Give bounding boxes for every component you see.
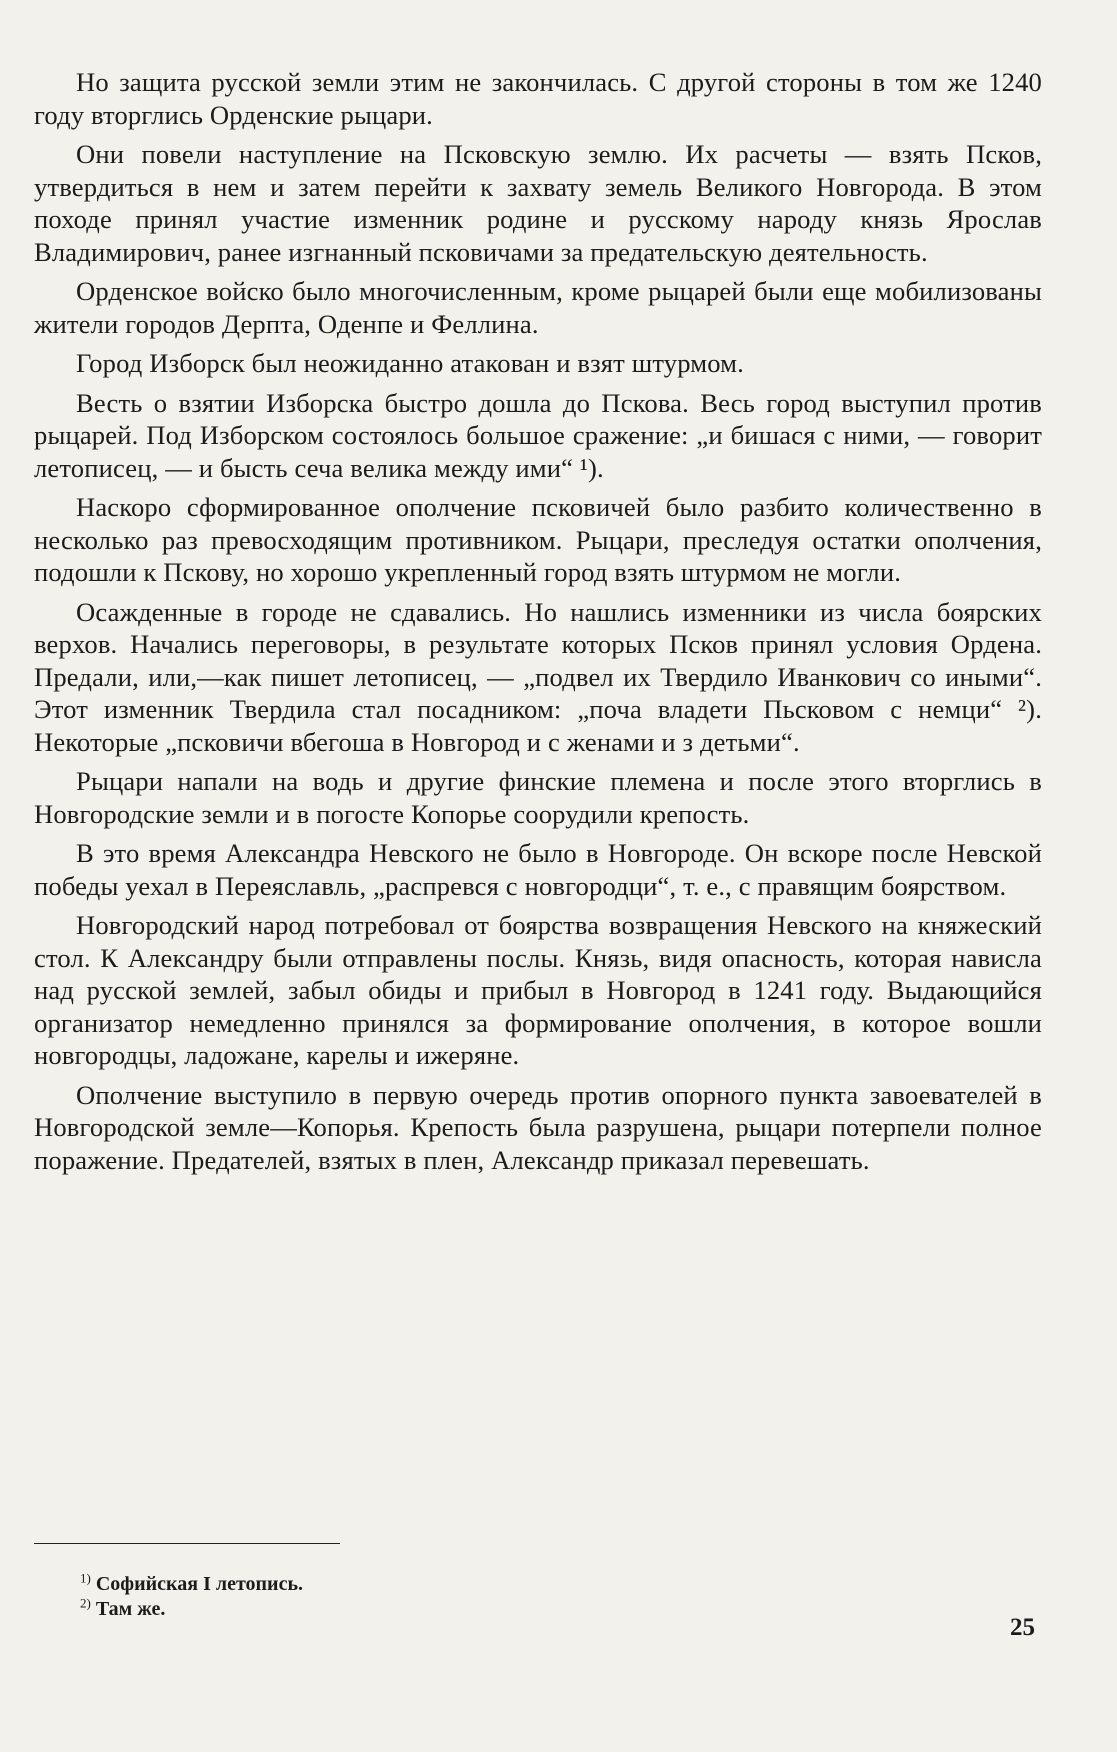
paragraph: Город Изборск был неожиданно атакован и взят штурмом. <box>76 348 744 378</box>
paragraph: Ополчение выступило в первую очередь против опорного пункта завоевателей в Новгородской земле—Копорья. Крепость была разрушена, рыцари потерпели полное поражение. Предателей, взятых в плен, Александр приказал перевешать. <box>34 1079 1042 1175</box>
paragraph: Рыцари напали на водь и другие финские племена и после этого вторглись в Новгородские земли и в погосте Копорье соорудили крепость. <box>34 766 1042 829</box>
paragraph: Наскоро сформированное ополчение псковичей было разбито количественно в несколько раз превосходящим противником. Рыцари, преследуя остатки ополчения, подошли к Пскову, но хорошо укрепленный город взять штурмом не могли. <box>34 492 1042 587</box>
footnotes <box>80 1572 303 1622</box>
paragraph: В это время Александра Невского не было в Новгороде. Он вскоре после Невской победы уехал в Переяславль, „распревся с новгородци“, т. е., с правящим боярством. <box>34 838 1042 901</box>
footnote <box>80 1597 303 1622</box>
footnote-text: Там же. <box>95 1598 166 1620</box>
page-number: 25 <box>1010 1614 1035 1641</box>
paragraph: Осажденные в городе не сдавались. Но нашлись изменники из числа боярских верхов. Начались переговоры, в результате которых Псков принял условия Ордена. Предали, или,—как пишет летописец, — „подвел их Твердило Иванкович со иными“. Этот изменник Твердила стал посадником: „поча владети Пьсковом с немци“ ²). Некоторые „псковичи вбегоша в Новгород и с женами и з детьми“. <box>34 596 1042 757</box>
main-text <box>34 66 1042 1183</box>
paragraph: Но защита русской земли этим не закончилась. С другой стороны в том же 1240 году вторглись Орденские рыцари. <box>34 67 1042 130</box>
paragraph: Они повели наступление на Псковскую землю. Их расчеты — взять Псков, утвердиться в нем и затем перейти к захвату земель Великого Новгорода. В этом походе принял участие изменник родине и русскому народу князь Ярослав Владимирович, ранее изгнанный псковичами за предательскую деятельность. <box>34 139 1042 267</box>
paragraph: Весть о взятии Изборска быстро дошла до Пскова. Весь город выступил против рыцарей. Под Изборском состоялось большое сражение: „и бишася с ними, — говорит летописец, — и бысть сеча велика между ими“ ¹). <box>34 387 1042 483</box>
paragraph: Новгородский народ потребовал от боярства возвращения Невского на княжеский стол. К Александру были отправлены послы. Князь, видя опасность, которая нависла над русской землей, забыл обиды и прибыл в Новгород в 1241 году. Выдающийся организатор немедленно принялся за формирование ополчения, в которое вошли новгородцы, ладожане, карелы и ижеряне. <box>34 910 1042 1070</box>
paragraph: Орденское войско было многочисленным, кроме рыцарей были еще мобилизованы жители городов Дерпта, Оденпе и Феллина. <box>34 276 1042 339</box>
footnote <box>80 1572 303 1597</box>
footnote-mark: 1) <box>80 1570 91 1586</box>
footnote-text: Софийская I летопись. <box>95 1573 304 1595</box>
footnote-mark: 2) <box>80 1595 91 1611</box>
footnote-divider <box>34 1543 340 1544</box>
